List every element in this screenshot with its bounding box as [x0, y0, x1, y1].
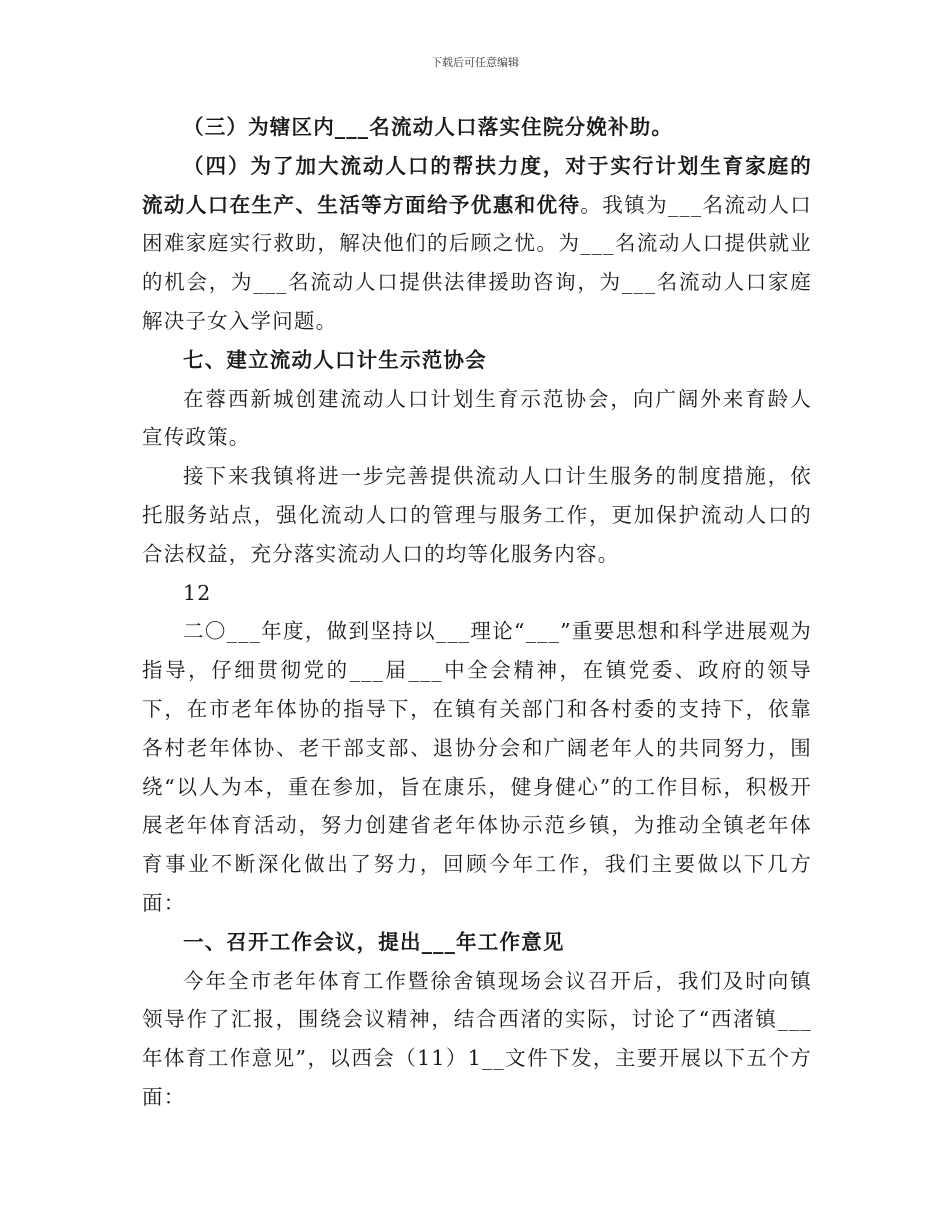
body-text: 在蓉西新城创建流动人口计划生育示范协会，向广阔外来育龄人宣传政策。 — [142, 386, 812, 450]
page-header: 下载后可任意编辑 — [431, 56, 519, 69]
body-text: 二〇___年度，做到坚持以___理论“___”重要思想和科学进展观为指导，仔细贯彻党的___届___中全会精神，在镇党委、政府的领导下，在市老年体协的指导下，在镇有关部门和各村委的支持下，依靠各村老年体协、老干部支部、退协分会和广阔老年人的共同努力，围绕“以人为本，重在参加，旨在康乐，健身健心”的工作目标，积极开展老年体育活动，努力创建省老年体协示范乡镇，为推动全镇老年体育事业不断深化做出了努力，回顾今年工作，我们主要做以下几方面： — [142, 619, 812, 915]
paragraph — [142, 457, 812, 573]
body-text: 。我镇为___名流动人口困难家庭实行救助，解决他们的后顾之忧。为___名流动人口提供就业的机会，为___名流动人口提供法律援助咨询，为___名流动人口家庭解决子女入学问题。 — [142, 192, 812, 333]
paragraph — [142, 962, 812, 1117]
bold-text: （三）为辖区内___名流动人口落实住院分娩补助。 — [183, 115, 674, 139]
body-text: 今年全市老年体育工作暨徐舍镇现场会议召开后，我们及时向镇领导作了汇报，围绕会议精神，结合西渚的实际，讨论了“西渚镇___年体育工作意见”，以西会（11）1__文件下发，主要开展以下五个方面： — [142, 968, 812, 1109]
paragraph — [142, 574, 812, 613]
section-heading — [142, 923, 812, 962]
bold-text: 一、召开工作会议，提出___年工作意见 — [183, 929, 565, 954]
bold-text: 七、建立流动人口计生示范协会 — [183, 347, 487, 372]
paragraph — [142, 380, 812, 458]
bold-text: （四）为了加大流动人口的帮扶力度，对于实行计划生育家庭的流动人口在生产、生活等方面给予优惠和优待 — [142, 153, 812, 217]
paragraph — [142, 612, 812, 922]
body-text: 12 — [183, 580, 212, 605]
document-body — [142, 108, 812, 1117]
paragraph — [142, 147, 812, 341]
body-text: 接下来我镇将进一步完善提供流动人口计生服务的制度措施，依托服务站点，强化流动人口的管理与服务工作，更加保护流动人口的合法权益，充分落实流动人口的均等化服务内容。 — [142, 464, 812, 566]
section-heading — [142, 341, 812, 380]
paragraph — [142, 108, 812, 147]
